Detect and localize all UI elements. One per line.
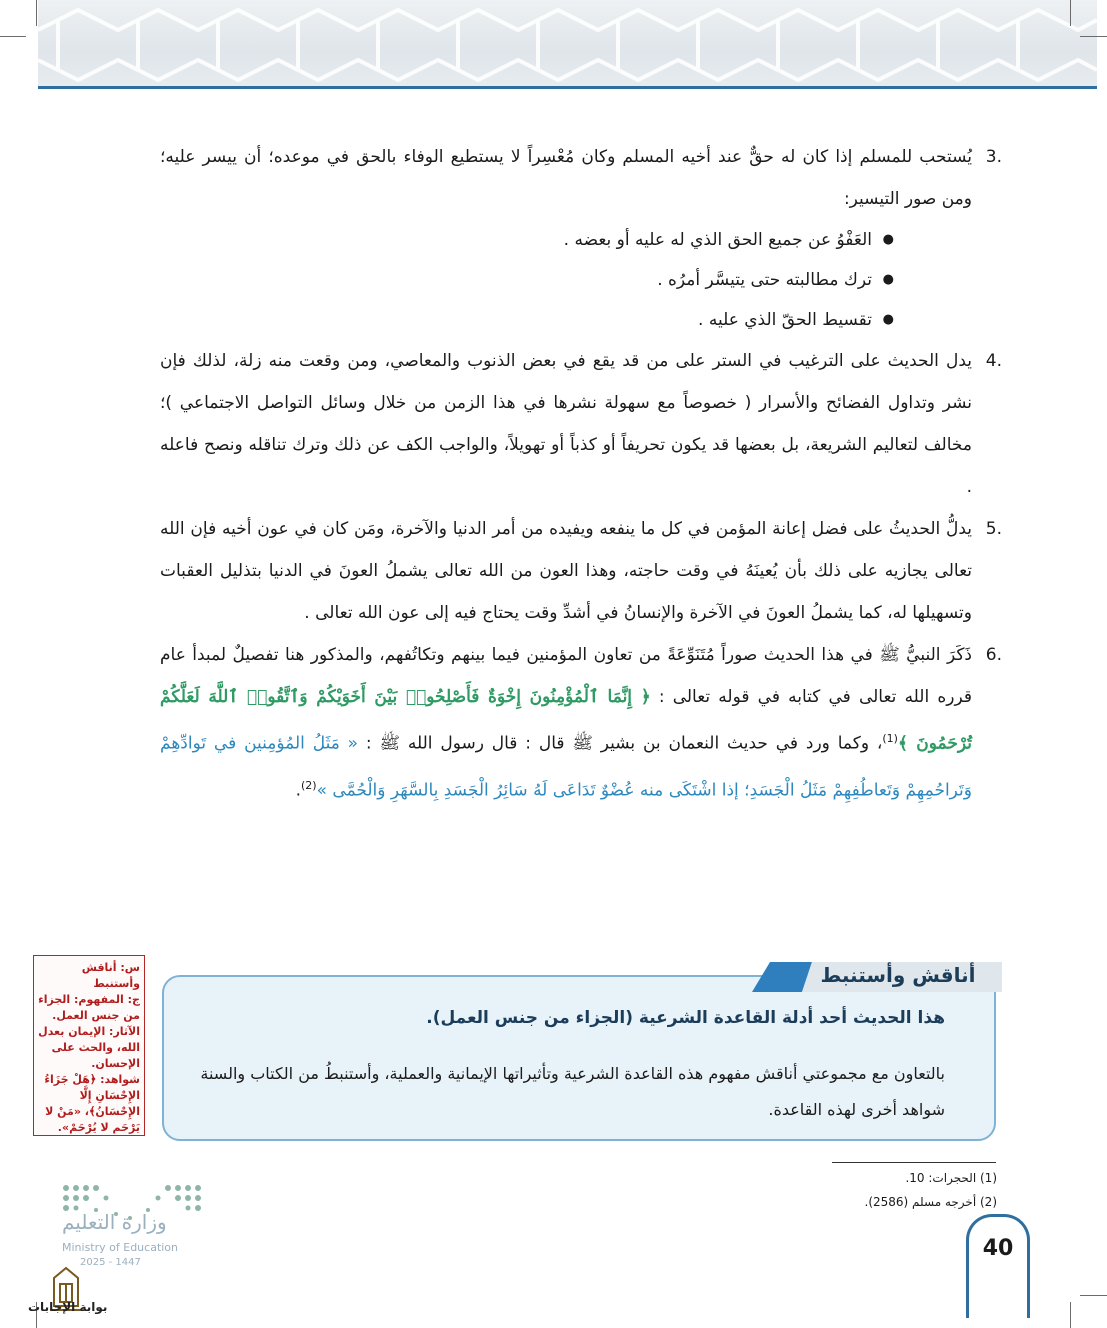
footnote-2: (2) أخرجه مسلم (2586).: [864, 1195, 997, 1209]
point-text: [160, 634, 972, 811]
footnote-ref: (1): [882, 732, 898, 745]
hadith-text: « مَثَلُ المُؤمِنين في تَوادِّهِمْ وَتَراحُمِهِمْ وَتَعاطُفِهِمْ مَثَلُ الْجَسَدِ؛ إذا اشْتَكَى منه عُضْوٌ تَدَاعَى لَهُ سَائِرُ الْجَسَدِ بِالسَّهَرِ وَالْحُمَّى »: [160, 733, 972, 801]
point-end: .: [295, 780, 301, 801]
list-item: ● تقسيط الحقّ الذي عليه .: [160, 300, 872, 340]
header-rule: [38, 86, 1097, 89]
page-number-tab: [966, 1214, 1030, 1318]
point-text-a: ذَكَرَ النبيُّ ﷺ في هذا الحديث صوراً مُتَنَوِّعَةً من تعاون المؤمنين فيما بينهم وتكاتُفهم، والمذكور هنا تفصيلٌ لمبدأ عام قرره الله تعالى في كتابه في قوله تعالى :: [160, 645, 972, 707]
point-number: .3: [985, 147, 1002, 167]
header-banner: [38, 0, 1097, 88]
crop-mark: [1080, 36, 1107, 37]
point-number: .5: [985, 519, 1002, 539]
point-number: .6: [985, 645, 1002, 665]
annotation-line: س: أناقش وأستنبط: [81, 961, 140, 990]
lesson-content: [160, 136, 1000, 811]
ministry-name-ar: وزارة التعليم: [62, 1210, 167, 1234]
point-4: [160, 340, 1000, 508]
ministry-year: 2025 - 1447: [80, 1257, 141, 1268]
page-number: 40: [982, 1236, 1014, 1261]
watermark-text: بوابة الإجابات: [28, 1300, 108, 1314]
discussion-heading: هذا الحديث أحد أدلة القاعدة الشرعية (الجزاء من جنس العمل).: [426, 1008, 945, 1028]
discussion-title: أناقش وأستنبط: [820, 963, 976, 987]
point-text: يدل الحديث على الترغيب في الستر على من قد يقع في بعض الذنوب والمعاصي، ومن وقعت منه زلة، لذلك فإن نشر وتداول الفضائح والأسرار ( خصوصاً مع سهولة نشرها في هذا الزمن من خلال وسائل التواصل الاجتماعي )؛ مخالف لتعاليم الشريعة، بل بعضها قد يكون تحريفاً أو كذباً أو تهويلاً، والواجب الكف عن ذلك وترك تناقله ونصح فاعله .: [160, 351, 972, 497]
list-item: ● ترك مطالبته حتى يتيسَّر أمرُه .: [160, 260, 872, 300]
annotation-line: الآثار: الإيمان بعدل الله، والحث على الإحسان.: [38, 1025, 140, 1070]
crop-mark: [0, 36, 26, 37]
point-text-b: ، وكما ورد في حديث النعمان بن بشير ﷺ قال : قال رسول الله ﷺ :: [365, 733, 883, 754]
annotation-line: ج: المفهوم: الجزاء من جنس العمل.: [38, 993, 140, 1022]
quran-verse: ﴿ إِنَّمَا ٱلْمُؤْمِنُونَ إِخْوَةٌ فَأَصْلِحُوا۟ بَيْنَ أَخَوَيْكُمْ وَٱتَّقُوا۟ ٱللَّهَ لَعَلَّكُمْ تُرْحَمُونَ ﴾: [160, 687, 972, 754]
footnote-ref: (2): [301, 778, 317, 792]
annotation-line: شواهد: ﴿هَلْ جَزَاءُ الإِحْسَانِ إِلَّا الإِحْسَانُ﴾، «مَنْ لا يَرْحَم لا يُرْحَمْ».: [44, 1073, 140, 1134]
crop-mark: [1080, 1295, 1107, 1296]
facilitation-list: [160, 220, 972, 340]
crop-mark: [1070, 1302, 1071, 1328]
point-text: يُستحب للمسلم إذا كان له حقٌّ عند أخيه المسلم وكان مُعْسِراً لا يستطيع الوفاء بالحق في موعده؛ أن ييسر عليه؛ ومن صور التيسير:: [160, 147, 972, 209]
ministry-name-en: Ministry of Education: [62, 1241, 179, 1254]
answer-annotation: [33, 955, 145, 1136]
point-number: .4: [985, 351, 1002, 371]
list-item: ● العَفْوُ عن جميع الحق الذي له عليه أو بعضه .: [160, 220, 872, 260]
crop-mark: [1070, 0, 1071, 26]
point-6: [160, 634, 1000, 811]
footnote-rule: [832, 1162, 996, 1163]
crop-mark: [36, 0, 37, 26]
point-text: يدلُّ الحديثُ على فضل إعانة المؤمن في كل ما ينفعه ويفيده من أمر الدنيا والآخرة، ومَن كان في عون أخيه فإن الله تعالى يجازيه على ذلك بأن يُعينَهُ في وقت حاجته، وهذا العون من الله تعالى يشملُ العونَ في الدنيا بتذليل العقبات وتسهيلها له، كما يشملُ العونَ في الآخرة والإنسانُ في أشدِّ وقت يحتاج فيه إلى عون الله تعالى .: [160, 519, 972, 623]
pattern-decoration: [38, 0, 1097, 88]
discussion-body: بالتعاون مع مجموعتي أناقش مفهوم هذه القاعدة الشرعية وتأثيراتها الإيمانية والعملية، وأستنبطُ من الكتاب والسنة شواهد أخرى لهذه القاعدة.: [200, 1064, 945, 1119]
footnote-1: (1) الحجرات: 10.: [905, 1171, 997, 1185]
point-3: [160, 136, 1000, 340]
point-5: [160, 508, 1000, 634]
